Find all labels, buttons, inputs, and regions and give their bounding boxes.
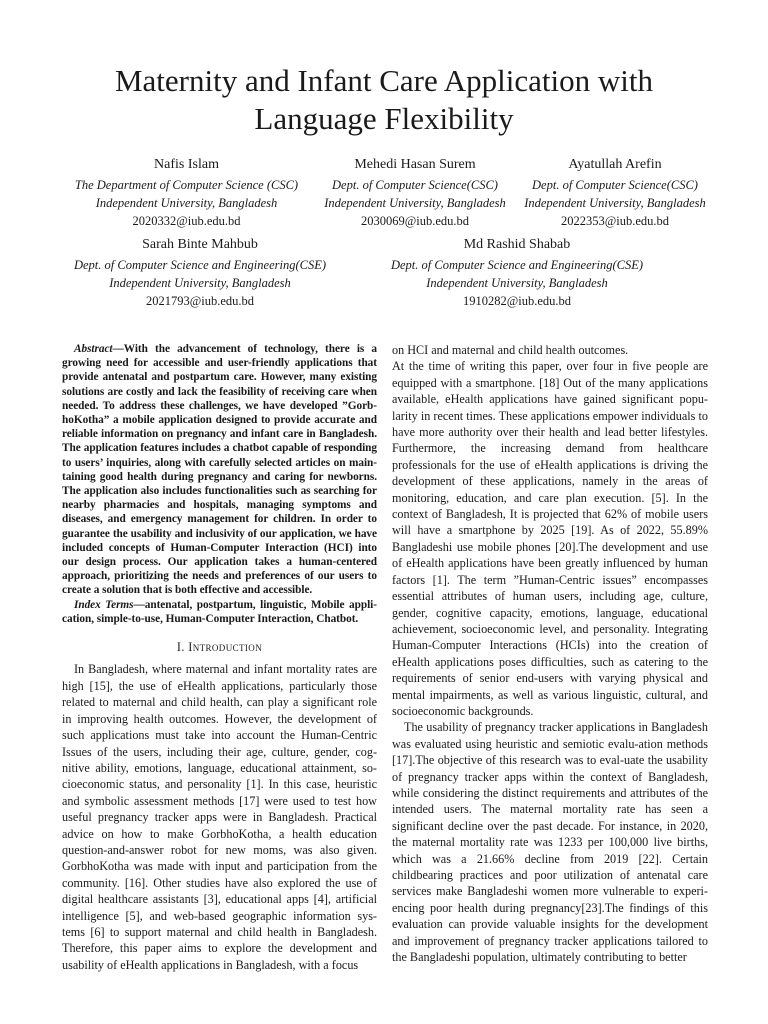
title-line-1: Maternity and Infant Care Application with xyxy=(114,63,654,98)
author-email: 2021793@iub.edu.bd xyxy=(145,294,255,308)
author-block xyxy=(315,154,515,230)
author-email: 2022353@iub.edu.bd xyxy=(560,214,670,228)
author-block xyxy=(362,234,672,310)
author-affiliation: The Department of Computer Science (CSC) xyxy=(74,178,299,192)
intro-paragraph-3: The usability of pregnancy tracker applications in Bangladesh was evaluated using heuristic and semiotic evalu-ation methods [17].The objective of this research was to eval-uate the usability of pregnancy tracker apps within the context of Bangladesh, while considering the distinct requirements and attributes of the intended users. The maternal mortality rate has seen a significant decline over the past decade. For instance, in 2020, the maternal mortality rate was 1233 per 100,000 live births, which was a 21.66% decline from 2019 [22]. Certain childbearing practices and poor utilization of antenatal care services make Bangladeshi women more vulnerable to experi-encing poor health during pregnancy[23].The findings of this evaluation can provide valuable insights for the development and improvement of pregnancy tracker applications tailored to the Bangladeshi population, ultimately contributing to better xyxy=(392,720,708,965)
intro-paragraph-1: In Bangladesh, where maternal and infant mortality rates are high [15], the use of eHealth applications, particularly those related to maternal and child health, can play a significant role in improving health outcomes. However, the development of such applications must take into account the Human-Centric Issues of the users, including their age, culture, gender, cog-nitive ability, emotions, language, educational attainment, so-cioeconomic status, and personality [1]. In this case, heuristic and symbolic assessment methods [17] were used to test how useful pregnancy tracker apps were in Bangladesh. Practical advice on how to make GorbhoKotha, a health education question-and-answer robot for new moms, was also given. GorbhoKotha was made with input and participation from the community. [16]. Other studies have also explored the use of digital healthcare assistants [3], educational apps [4], artificial intelligence [5], and web-based geographic information sys-tems [6] to support maternal and child health in Bangladesh. Therefore, this paper aims to explore the development and usability of eHealth applications in Bangladesh, with a focus xyxy=(62,662,377,972)
author-institution: Independent University, Bangladesh xyxy=(426,276,608,290)
abstract-label: Abstract xyxy=(74,343,113,355)
author-email: 2020332@iub.edu.bd xyxy=(132,214,241,228)
author-name: Nafis Islam xyxy=(154,157,219,172)
author-institution: Independent University, Bangladesh xyxy=(109,276,291,290)
abstract-text: —With the advancement of technology, there is a growing need for accessible and user-friendly applications that provide antenatal and postpartum care. However, many existing solutions are costly and lack the feasibility of receiving care when needed. To address these challenges, we have developed ”Gorb-hoKotha” a mobile application designed to provide accurate and reliable information on pregnancy and infant care in Bangladesh. The application features includes a chatbot capable of responding to users’ inquiries, along with carefully selected articles on main-taining good health during pregnancy and caring for newborns. The application also includes functionalities such as searching for nearby pharmacies and hospitals, managing symptoms and diseases, and emergency management for children. In order to guarantee the usability and inclusivity of our application, we have included concepts of Human-Computer Interaction (HCI) into our design process. Our application takes a human-centered approach, prioritizing the needs and preferences of our users to create a solution that is both effective and accessible. xyxy=(62,343,377,597)
index-terms-label: Index Terms xyxy=(74,598,134,611)
author-email: 2030069@iub.edu.bd xyxy=(360,214,470,228)
section-title: Introduction xyxy=(188,640,263,655)
right-column xyxy=(392,342,708,965)
author-institution: Independent University, Bangladesh xyxy=(324,196,506,210)
author-name: Ayatullah Arefin xyxy=(568,157,662,172)
left-column xyxy=(62,342,377,973)
title-line-2: Language Flexibility xyxy=(254,101,514,136)
author-institution: Independent University, Bangladesh xyxy=(95,196,278,210)
author-email: 1910282@iub.edu.bd xyxy=(462,294,572,308)
intro-paragraph-2: At the time of writing this paper, over four in five people are equipped with a smartphone. [18] Out of the many applications available, eHealth applications have gained significant popu-larity in recent times. These applications empower individuals to have more authority over their health and lead better lifestyles. Furthermore, the increasing demand from healthcare professionals for the use of eHealth applications is driving the development of these applications, namely in the areas of monitoring, education, and care plan execution. [5]. In the context of Bangladesh, It is projected that 62% of mobile users will have a smartphone by 2025 [19]. As of 2022, 55.89% Bangladeshi use mobile phones [20].The development and use of eHealth applications have been greatly influenced by human factors [1]. The term ”Human-Centric issues” encompasses essential attributes of human users, including age, culture, gender, cognitive capacity, emotions, language, educational achievement, socioeconomic level, and personality. Integrating Human-Computer Interactions (HCIs) into the creation of eHealth applications poses difficulties, such as catering to the requirements of senior end-users with varying physical and mental impairments, as well as various linguistic, cultural, and socioeconomic backgrounds. xyxy=(392,359,708,718)
author-name: Md Rashid Shabab xyxy=(463,237,571,252)
index-terms xyxy=(62,598,377,626)
author-affiliation: Dept. of Computer Science and Engineering(CSE) xyxy=(73,258,327,272)
index-terms-text: —antenatal, postpartum, linguistic, Mobile appli-cation, simple-to-use, Human-Computer Interaction, Chatbot. xyxy=(62,598,377,625)
author-affiliation: Dept. of Computer Science and Engineering(CSE) xyxy=(390,258,644,272)
author-name: Mehedi Hasan Surem xyxy=(354,157,476,172)
author-block xyxy=(50,234,350,310)
author-name: Sarah Binte Mahbub xyxy=(142,237,258,252)
section-number: I. xyxy=(176,640,189,655)
intro-paragraph-1-continued: on HCI and maternal and child health outcomes. xyxy=(392,343,629,357)
author-block xyxy=(64,154,309,230)
author-block xyxy=(515,154,715,230)
author-affiliation: Dept. of Computer Science(CSC) xyxy=(532,178,698,192)
section-heading xyxy=(62,639,377,655)
author-affiliation: Dept. of Computer Science(CSC) xyxy=(332,178,498,192)
author-institution: Independent University, Bangladesh xyxy=(524,196,706,210)
abstract xyxy=(62,342,377,598)
paper-title xyxy=(0,62,768,138)
